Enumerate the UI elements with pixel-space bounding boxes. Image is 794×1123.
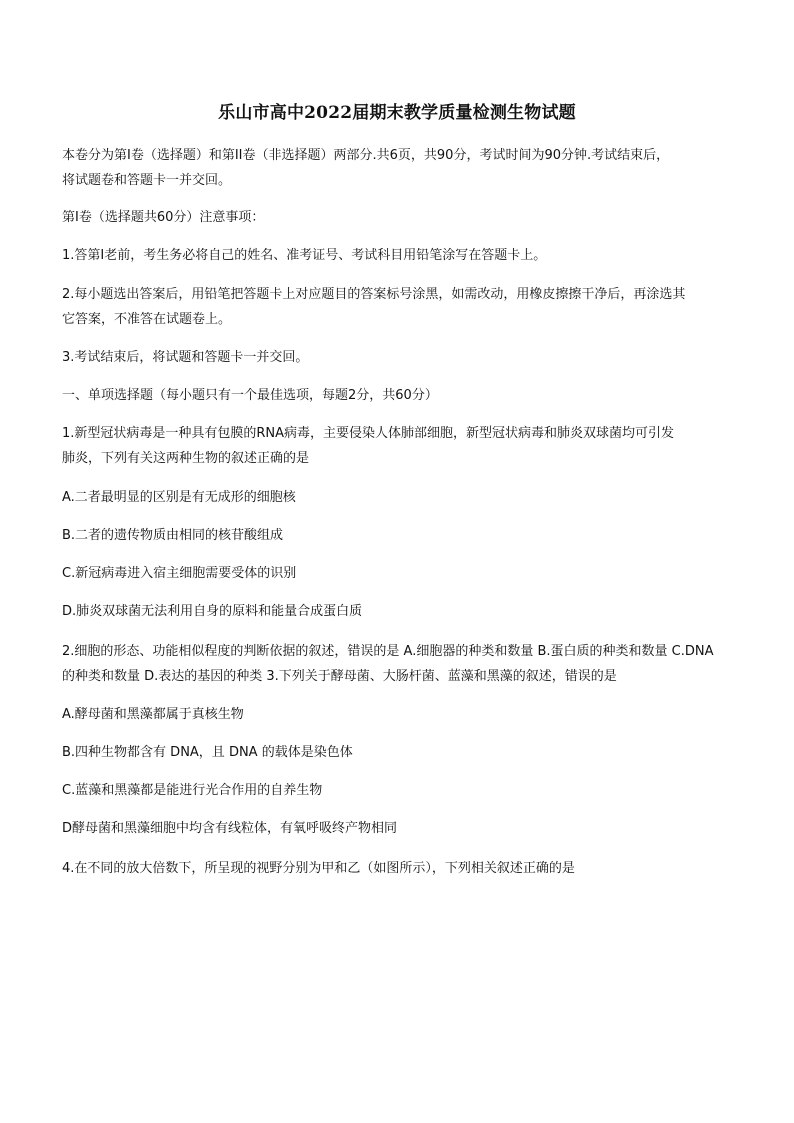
q3-option-d: D酵母菌和黑藻细胞中均含有线粒体，有氧呼吸终产物相同 <box>62 821 398 836</box>
question-1-stem: 1.新型冠状病毒是一种具有包膜的RNA病毒，主要侵染人体肺部细胞，新型冠状病毒和肺炎双球菌均可引发 肺炎，下列有关这两种生物的叙述正确的是 <box>62 426 675 466</box>
intro-paragraph <box>62 143 740 193</box>
q1-option-a: A.二者最明显的区别是有无成形的细胞核 <box>62 490 296 505</box>
intro-line: 本卷分为第I卷（选择题）和第II卷（非选择题）两部分.共6页，共90分，考试时间为90分钟.考试结束后， <box>62 148 670 163</box>
section-heading: 一、单项选择题（每小题只有一个最佳选项，每题2分，共60分） <box>62 388 438 403</box>
page-title: 乐山市高中2022届期末教学质量检测生物试题 <box>218 103 576 123</box>
question-2-and-3: 2.细胞的形态、功能相似程度的判断依据的叙述，错误的是 A.细胞器的种类和数量 B.蛋白质的种类和数量 C.DNA 的种类和数量 D.表达的基因的种类 3.下列关于酵母菌、大肠杆菌、蓝藻和黑藻的叙述，错误的是 <box>62 644 714 684</box>
question-4-stem: 4.在不同的放大倍数下，所呈现的视野分别为甲和乙（如图所示），下列相关叙述正确的是 <box>62 861 575 876</box>
q1-option-c: C.新冠病毒进入宿主细胞需要受体的识别 <box>62 566 297 581</box>
q3-option-a: A.酵母菌和黑藻都属于真核生物 <box>62 707 244 722</box>
note-2: 2.每小题选出答案后，用铅笔把答题卡上对应题目的答案标号涂黑，如需改动，用橡皮擦擦干净后，再涂选其 它答案，不准答在试题卷上。 <box>62 287 686 327</box>
note-1: 1.答第I老前，考生务必将自己的姓名、准考证号、考试科目用铅笔涂写在答题卡上。 <box>62 248 547 263</box>
q1-option-b: B.二者的遗传物质由相同的核苷酸组成 <box>62 528 284 543</box>
note-3: 3.考试结束后，将试题和答题卡一并交回。 <box>62 350 309 365</box>
q3-option-b: B.四种生物都含有 DNA，且 DNA 的载体是染色体 <box>62 745 353 760</box>
q3-option-c: C.蓝藻和黑藻都是能进行光合作用的自养生物 <box>62 783 323 798</box>
q1-option-d: D.肺炎双球菌无法利用自身的原料和能量合成蛋白质 <box>62 604 363 619</box>
intro-line: 将试题卷和答题卡一并交回。 <box>62 173 232 188</box>
part1-heading: 第I卷（选择题共60分）注意事项： <box>62 210 265 225</box>
